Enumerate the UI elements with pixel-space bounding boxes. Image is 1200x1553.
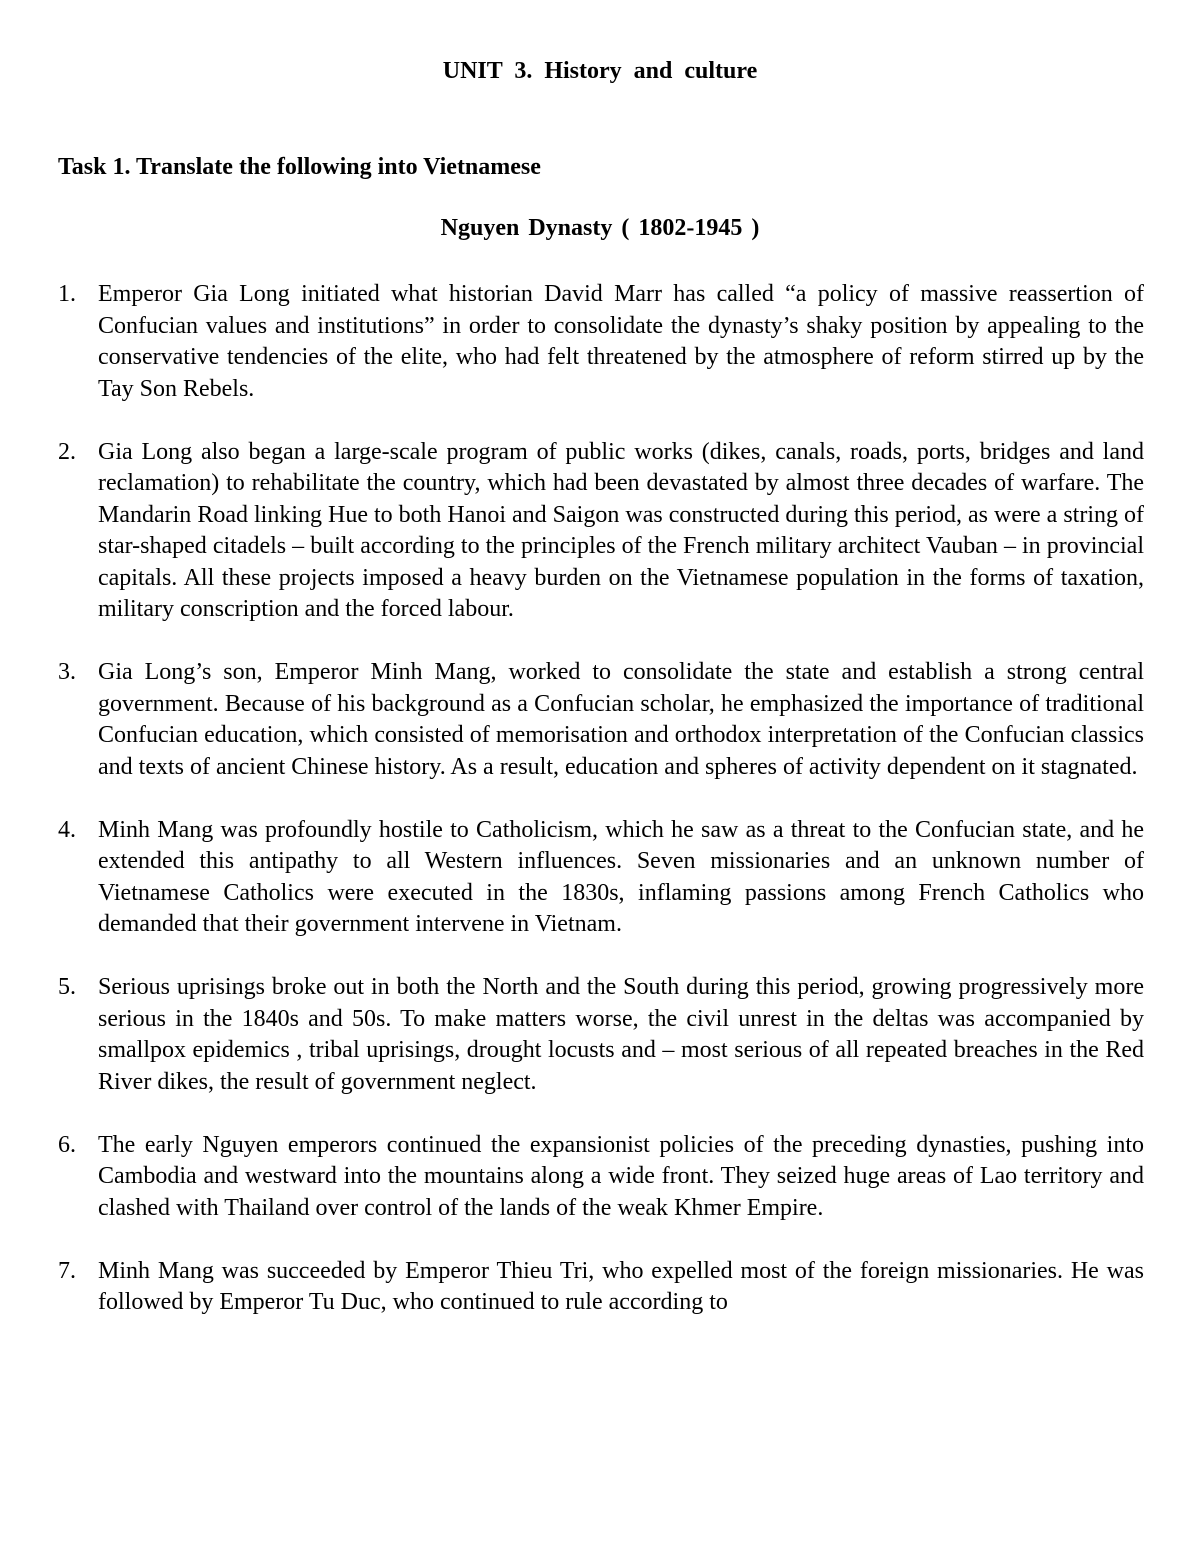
- list-item-text: Minh Mang was profoundly hostile to Catholicism, which he saw as a threat to the Confucian state, and he extended this antipathy to all Western influences. Seven missionaries and an unknown number of Vietnamese Catholics were executed in the 1830s, inflaming passions among French Catholics who demanded that their government intervene in Vietnam.: [98, 816, 1144, 937]
- list-item-text: The early Nguyen emperors continued the expansionist policies of the preceding dynasties, pushing into Cambodia and westward into the mountains along a wide front. They seized huge areas of Lao territory and clashed with Thailand over control of the lands of the weak Khmer Empire.: [98, 1131, 1144, 1221]
- list-item: [58, 1256, 1144, 1319]
- list-item: [58, 657, 1144, 783]
- list-item: [58, 815, 1144, 941]
- list-item-number: 6.: [58, 1131, 76, 1158]
- list-item: [58, 437, 1144, 626]
- numbered-list: [58, 279, 1144, 1350]
- list-item: [58, 279, 1144, 405]
- list-item-text: Gia Long’s son, Emperor Minh Mang, worked to consolidate the state and establish a strong central government. Because of his background as a Confucian scholar, he emphasized the importance of traditional Confucian education, which consisted of memorisation and orthodox interpretation of the Confucian classics and texts of ancient Chinese history. As a result, education and spheres of activity dependent on it stagnated.: [98, 659, 1144, 780]
- list-item: [58, 1130, 1144, 1225]
- list-item-number: 5.: [58, 974, 76, 1000]
- list-item: [58, 972, 1144, 1098]
- list-item-number: 4.: [58, 816, 76, 843]
- list-item-number: 7.: [58, 1257, 76, 1284]
- list-item-number: 3.: [58, 659, 76, 685]
- section-title: Nguyen Dynasty ( 1802-1945 ): [440, 215, 760, 241]
- list-item-number: 2.: [58, 438, 76, 465]
- list-item-text: Gia Long also began a large-scale program of public works (dikes, canals, roads, ports, bridges and land reclamation) to rehabilitate the country, which had been devastated by almost three decades of warfare. The Mandarin Road linking Hue to both Hanoi and Saigon was constructed during this period, as were a string of star-shaped citadels – built according to the principles of the French military architect Vauban – in provincial capitals. All these projects imposed a heavy burden on the Vietnamese population in the forms of taxation, military conscription and the forced labour.: [98, 438, 1144, 622]
- task-title: Task 1. Translate the following into Vietnamese: [58, 154, 541, 180]
- unit-title: UNIT 3. History and culture: [442, 58, 758, 84]
- list-item-text: Emperor Gia Long initiated what historian David Marr has called “a policy of massive reassertion of Confucian values and institutions” in order to consolidate the dynasty’s shaky position by appealing to the conservative tendencies of the elite, who had felt threatened by the atmosphere of reform stirred up by the Tay Son Rebels.: [98, 281, 1144, 402]
- list-item-number: 1.: [58, 281, 76, 307]
- list-item-text: Serious uprisings broke out in both the North and the South during this period, growing progressively more serious in the 1840s and 50s. To make matters worse, the civil unrest in the deltas was accompanied by smallpox epidemics , tribal uprisings, drought locusts and – most serious of all repeated breaches in the Red River dikes, the result of government neglect.: [98, 974, 1144, 1095]
- list-item-text: Minh Mang was succeeded by Emperor Thieu Tri, who expelled most of the foreign missionaries. He was followed by Emperor Tu Duc, who continued to rule according to: [98, 1257, 1144, 1315]
